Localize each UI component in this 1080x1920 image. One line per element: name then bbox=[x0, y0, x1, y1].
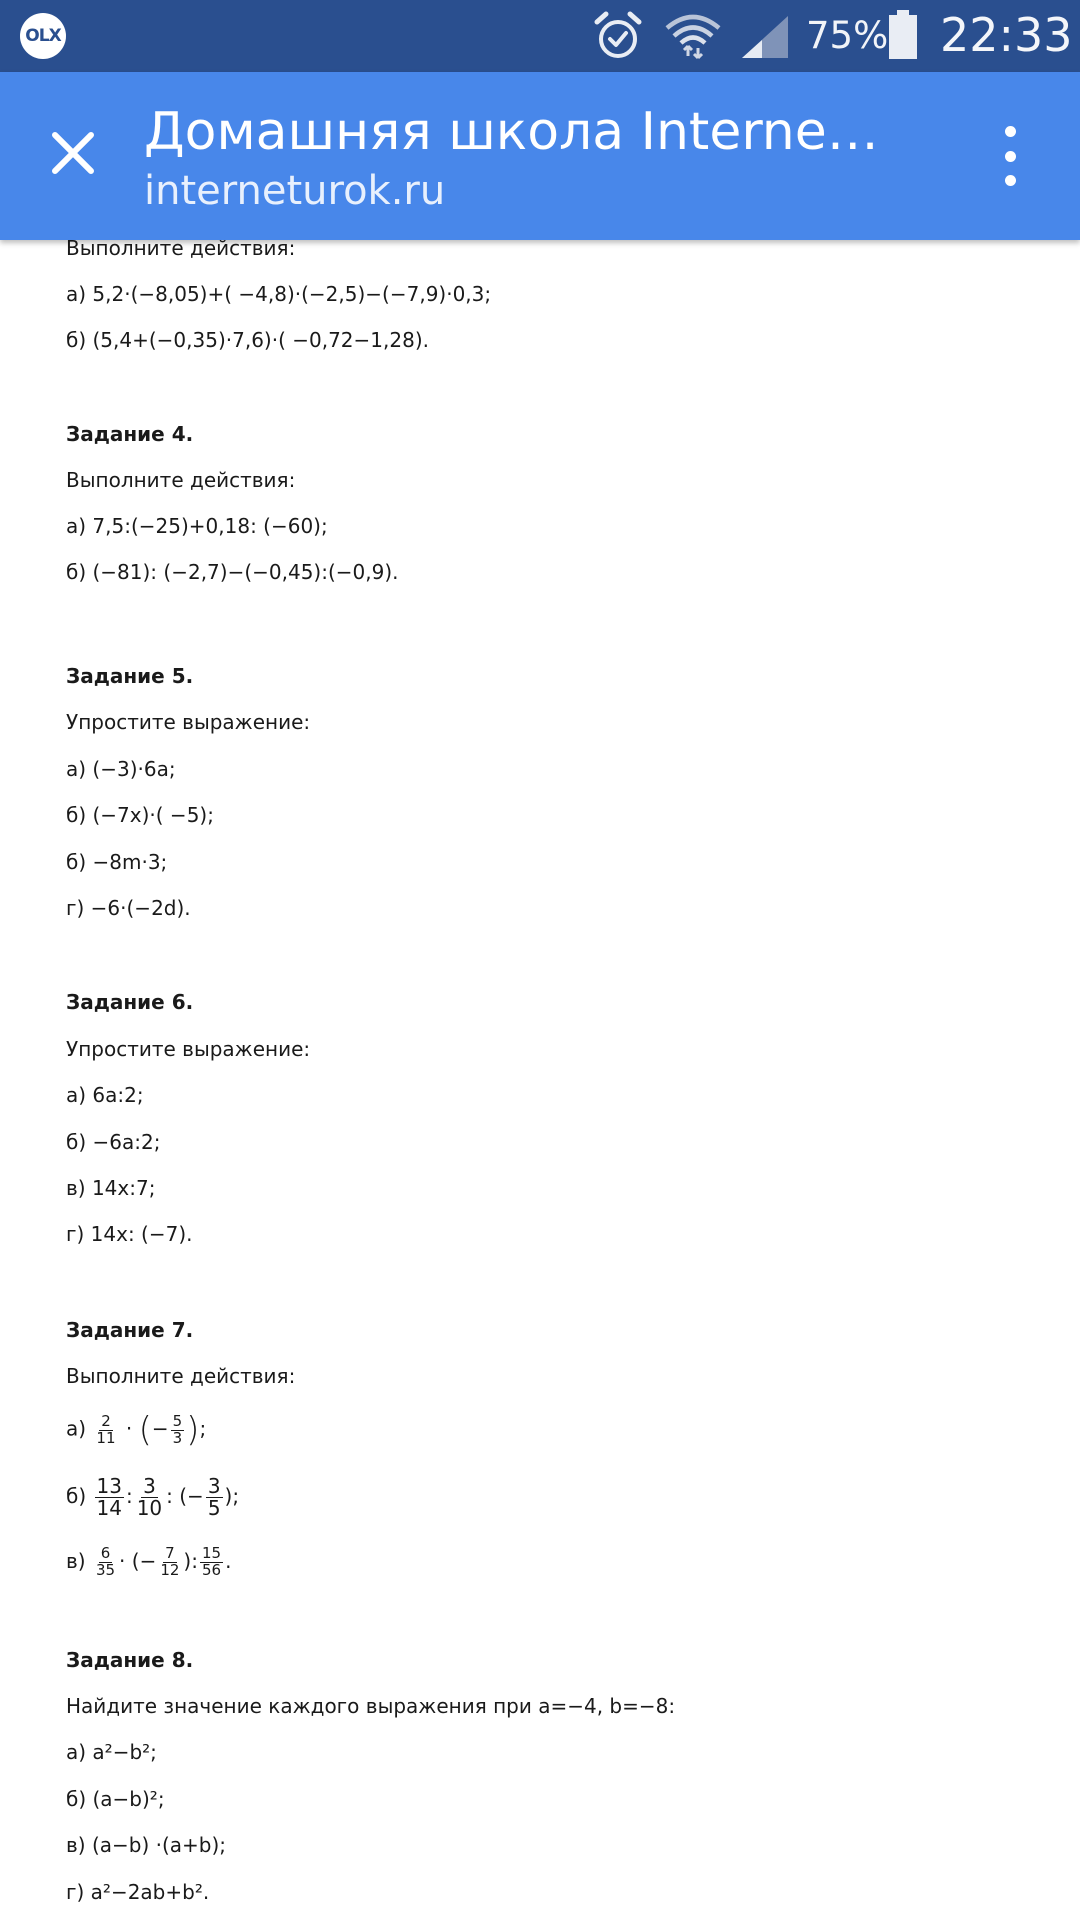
operator: ): bbox=[183, 1548, 198, 1573]
task5-item-c: б) −8m·3; bbox=[66, 850, 168, 874]
item-prefix: а) bbox=[66, 1416, 87, 1441]
task7-heading: Задание 7. bbox=[66, 1318, 194, 1342]
terminator: . bbox=[225, 1548, 232, 1573]
numerator: 7 bbox=[165, 1544, 175, 1562]
task6-item-c: в) 14x:7; bbox=[66, 1176, 156, 1200]
fraction bbox=[135, 1476, 164, 1519]
task6-instruction: Упростите выражение: bbox=[66, 1037, 311, 1061]
numerator: 6 bbox=[100, 1544, 111, 1562]
task5-item-b: б) (−7x)·( −5); bbox=[66, 803, 214, 827]
signal-icon bbox=[740, 14, 790, 60]
task6-item-b: б) −6a:2; bbox=[66, 1130, 161, 1154]
task8-instruction: Найдите значение каждого выражения при a=−4, b=−8: bbox=[66, 1694, 676, 1718]
overflow-menu-button[interactable] bbox=[990, 126, 1030, 186]
task3-item-a: а) 5,2·(−8,05)+( −4,8)·(−2,5)−(−7,9)·0,3; bbox=[66, 282, 492, 306]
fraction bbox=[94, 1546, 117, 1579]
numerator: 2 bbox=[101, 1411, 111, 1430]
numerator: 3 bbox=[207, 1474, 221, 1498]
wifi-icon bbox=[664, 10, 722, 64]
numerator: 3 bbox=[143, 1474, 156, 1498]
fraction bbox=[206, 1476, 223, 1519]
fraction bbox=[95, 1476, 124, 1519]
clock: 22:33 bbox=[940, 8, 1073, 62]
minus-sign: − bbox=[151, 1416, 169, 1441]
task5-item-a: а) (−3)·6a; bbox=[66, 757, 176, 781]
numerator: 15 bbox=[201, 1544, 222, 1562]
task5-heading: Задание 5. bbox=[66, 664, 194, 688]
denominator: 5 bbox=[207, 1496, 221, 1520]
task7-item-b bbox=[66, 1476, 239, 1519]
operator: · bbox=[125, 1416, 133, 1441]
denominator: 35 bbox=[95, 1560, 116, 1579]
task4-heading: Задание 4. bbox=[66, 422, 194, 446]
open-paren: ( bbox=[138, 1410, 152, 1450]
fraction bbox=[200, 1546, 223, 1579]
task3-item-b: б) (5,4+(−0,35)·7,6)·( −0,72−1,28). bbox=[66, 328, 429, 352]
task8-heading: Задание 8. bbox=[66, 1648, 194, 1672]
task3-instruction: Выполните действия: bbox=[66, 240, 296, 260]
numerator: 13 bbox=[96, 1474, 122, 1498]
battery-percentage: 75% bbox=[806, 14, 889, 57]
alarm-icon bbox=[592, 10, 644, 62]
fraction bbox=[94, 1411, 117, 1447]
task8-item-b: б) (a−b)²; bbox=[66, 1787, 165, 1811]
denominator: 14 bbox=[96, 1496, 122, 1520]
operator: : bbox=[125, 1484, 133, 1508]
numerator: 5 bbox=[172, 1411, 183, 1430]
terminator: ); bbox=[224, 1484, 240, 1508]
denominator: 3 bbox=[172, 1428, 183, 1447]
menu-dot-icon bbox=[1005, 126, 1016, 137]
denominator: 11 bbox=[96, 1428, 116, 1447]
menu-dot-icon bbox=[1005, 175, 1016, 186]
battery-icon bbox=[888, 10, 918, 60]
fraction bbox=[171, 1411, 185, 1447]
denominator: 10 bbox=[136, 1496, 163, 1520]
page-title: Домашняя школа Interne… bbox=[144, 102, 879, 162]
task6-item-d: г) 14x: (−7). bbox=[66, 1222, 193, 1246]
task6-heading: Задание 6. bbox=[66, 990, 194, 1014]
denominator: 12 bbox=[160, 1560, 180, 1579]
task4-item-a: а) 7,5:(−25)+0,18: (−60); bbox=[66, 514, 328, 538]
task4-instruction: Выполните действия: bbox=[66, 468, 296, 492]
task7-item-a bbox=[66, 1410, 206, 1450]
task5-instruction: Упростите выражение: bbox=[66, 710, 311, 734]
close-icon bbox=[51, 131, 95, 175]
task8-item-a: а) a²−b²; bbox=[66, 1740, 157, 1764]
operator: : (− bbox=[166, 1484, 204, 1508]
task5-item-d: г) −6·(−2d). bbox=[66, 896, 191, 920]
task8-item-d: г) a²−2ab+b². bbox=[66, 1880, 210, 1904]
page-url: interneturok.ru bbox=[144, 168, 446, 214]
close-button[interactable] bbox=[44, 124, 102, 182]
task7-instruction: Выполните действия: bbox=[66, 1364, 296, 1388]
fraction bbox=[158, 1546, 181, 1579]
task4-item-b: б) (−81): (−2,7)−(−0,45):(−0,9). bbox=[66, 560, 399, 584]
item-prefix: б) bbox=[66, 1484, 87, 1508]
menu-dot-icon bbox=[1005, 151, 1016, 162]
task6-item-a: а) 6a:2; bbox=[66, 1083, 144, 1107]
denominator: 56 bbox=[201, 1560, 222, 1579]
custom-tab-toolbar bbox=[0, 72, 1080, 240]
operator: · (− bbox=[119, 1548, 157, 1573]
item-prefix: в) bbox=[66, 1548, 86, 1573]
web-page-content[interactable] bbox=[0, 240, 1080, 1920]
status-bar bbox=[0, 0, 1080, 72]
task7-item-c bbox=[66, 1546, 231, 1579]
terminator: ; bbox=[199, 1416, 207, 1441]
olx-icon: OLX bbox=[20, 13, 66, 59]
close-paren: ) bbox=[186, 1410, 200, 1450]
task8-item-c: в) (a−b) ·(a+b); bbox=[66, 1833, 227, 1857]
